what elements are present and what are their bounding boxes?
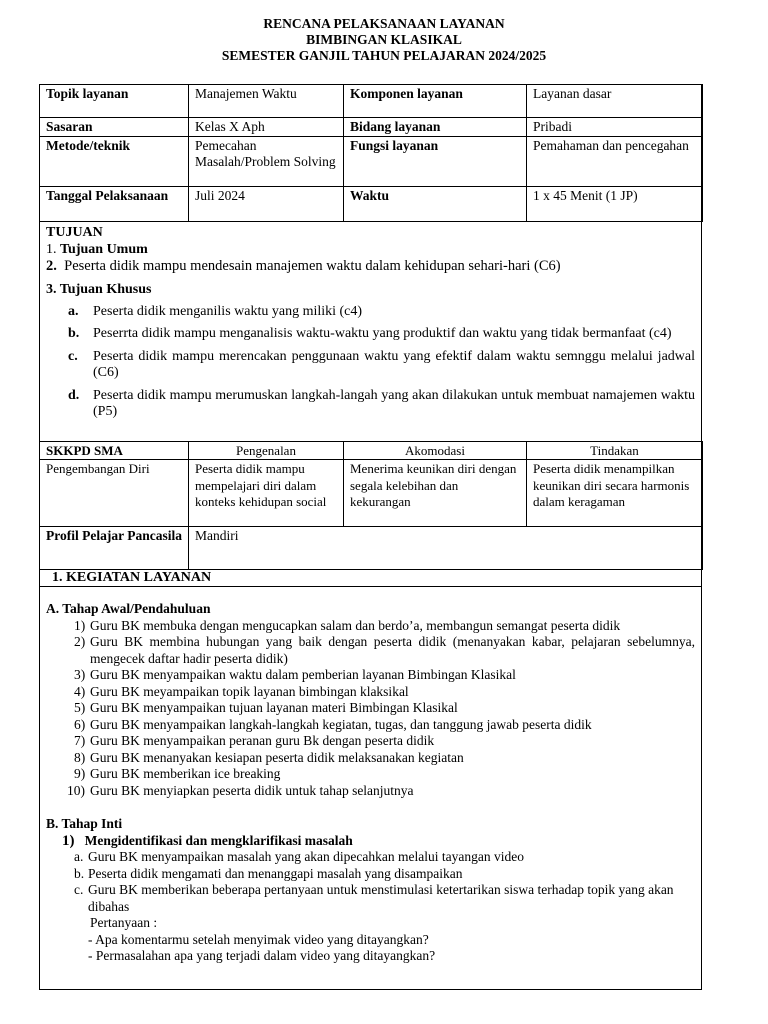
tahap-inti-sub-title: Mengidentifikasi dan mengklarifikasi masalah — [84, 832, 353, 848]
list-item: d. Peserta didik mampu merumuskan langkah-langah yang akan dilakukan untuk membuat namajemen waktu (P5) — [68, 387, 695, 419]
profil-label: Profil Pelajar Pancasila — [40, 527, 189, 570]
list-item: 3) Guru BK menyampaikan waktu dalam pemberian layanan Bimbingan Klasikal — [74, 667, 516, 682]
list-item: 10) Guru BK menyiapkan peserta didik untuk tahap selanjutnya — [67, 782, 414, 798]
document-frame — [39, 84, 702, 990]
tujuan-umum-item — [46, 258, 695, 275]
pengenalan-header: Pengenalan — [189, 441, 344, 460]
tujuan-title: TUJUAN — [46, 224, 103, 240]
fungsi-value: Pemahaman dan pencegahan — [527, 136, 703, 186]
tujuan-khusus-list — [46, 304, 695, 421]
list-item: 6) Guru BK menyampaikan langkah-langkah kegiatan, tugas, dan tanggung jawab peserta didik — [74, 716, 592, 732]
list-item: 8) Guru BK menanyakan kesiapan peserta didik melaksanakan kegiatan — [74, 749, 464, 765]
tujuan-umum-num: 1. — [46, 241, 57, 257]
tujuan-khusus-label: 3. Tujuan Khusus — [46, 281, 152, 297]
pertanyaan-1: - Apa komentarmu setelah menyimak video yang ditayangkan? — [88, 931, 429, 947]
skkpd-header: SKKPD SMA — [40, 441, 189, 460]
list-item: 7) Guru BK menyampaikan peranan guru Bk dengan peserta didik — [74, 733, 435, 748]
bidang-value: Pribadi — [527, 118, 703, 137]
header-line-2: BIMBINGAN KLASIKAL — [306, 32, 462, 47]
tahap-inti-sub-num: 1) — [62, 832, 75, 849]
topik-value: Manajemen Waktu — [189, 85, 344, 118]
tahap-awal-list — [46, 618, 695, 800]
tanggal-label: Tanggal Pelaksanaan — [40, 186, 189, 221]
kegiatan-title: 1. KEGIATAN LAYANAN — [40, 569, 701, 587]
header-line-3: SEMESTER GANJIL TAHUN PELAJARAN 2024/2025 — [221, 48, 547, 63]
tujuan-section — [40, 221, 701, 442]
metode-label: Metode/teknik — [40, 136, 189, 186]
pertanyaan-2: - Permasalahan apa yang terjadi dalam video yang ditayangkan? — [88, 948, 436, 963]
list-item: c. Peserta didik mampu merencakan penggunaan waktu yang efektif dalam waktu semnggu melalui jadwal (C6) — [68, 348, 695, 380]
tindakan-header: Tindakan — [527, 441, 703, 460]
sasaran-label: Sasaran — [40, 118, 189, 137]
list-item: a. Guru BK menyampaikan masalah yang akan dipecahkan melalui tayangan video — [74, 849, 524, 864]
akomodasi-header: Akomodasi — [344, 441, 527, 460]
list-item: 9) Guru BK memberikan ice breaking — [74, 766, 281, 781]
akomodasi-value: Menerima keunikan diri dengan segala kelebihan dan kekurangan — [344, 460, 527, 527]
list-item: 5) Guru BK menyampaikan tujuan layanan materi Bimbingan Klasikal — [74, 700, 458, 715]
tahap-inti-subtitle — [46, 833, 695, 850]
skkpd-table — [39, 441, 703, 571]
komponen-label: Komponen layanan — [344, 85, 527, 118]
list-item: 4) Guru BK meyampaikan topik layanan bimbingan klaksikal — [74, 683, 409, 699]
list-item: b. Peserrta didik mampu menganalisis waktu-waktu yang produktif dan waktu yang tidak bermanfaat (c4) — [68, 326, 672, 341]
list-item: 1) Guru BK membuka dengan mengucapkan salam dan berdo’a, membangun semangat peserta didik — [74, 617, 621, 633]
tujuan-umum-heading — [46, 241, 695, 258]
tahap-inti-list — [46, 849, 695, 915]
header-line-1: RENCANA PELAKSANAAN LAYANAN — [263, 16, 505, 31]
topik-label: Topik layanan — [40, 85, 189, 118]
list-item: a. Peserta didik menganilis waktu yang miliki (c4) — [68, 303, 363, 319]
waktu-value: 1 x 45 Menit (1 JP) — [527, 186, 703, 221]
bidang-label: Bidang layanan — [344, 118, 527, 137]
list-item: 2) Guru BK membina hubungan yang baik dengan peserta didik (menanyakan kabar, pelajaran sebelumnya, mengecek daftar hadir peserta didik) — [74, 634, 695, 666]
skkpd-value: Pengembangan Diri — [40, 460, 189, 527]
list-item: c. Guru BK memberikan beberapa pertanyaan untuk menstimulasi ketertarikan siswa terhadap topik yang akan dibahas — [74, 882, 674, 914]
tujuan-umum-item-text: Peserta didik mampu mendesain manajemen waktu dalam kehidupan sehari-hari (C6) — [64, 257, 561, 274]
komponen-value: Layanan dasar — [527, 85, 703, 118]
tahap-awal-title: A. Tahap Awal/Pendahuluan — [46, 601, 211, 616]
sasaran-value: Kelas X Aph — [189, 118, 344, 137]
document-header — [0, 16, 768, 64]
pertanyaan-label: Pertanyaan : — [90, 915, 158, 930]
tanggal-value: Juli 2024 — [189, 186, 344, 221]
pengenalan-value: Peserta didik mampu mempelajari diri dalam konteks kehidupan social — [189, 460, 344, 527]
tujuan-umum-label: Tujuan Umum — [60, 241, 148, 257]
tindakan-value: Peserta didik menampilkan keunikan diri secara harmonis dalam keragaman — [527, 460, 703, 527]
tujuan-umum-item-num: 2. — [46, 257, 57, 274]
waktu-label: Waktu — [344, 186, 527, 221]
fungsi-label: Fungsi layanan — [344, 136, 527, 186]
info-table — [39, 84, 703, 222]
metode-value: Pemecahan Masalah/Problem Solving — [189, 136, 344, 186]
profil-value: Mandiri — [189, 527, 703, 570]
tahap-inti-title: B. Tahap Inti — [46, 816, 123, 831]
kegiatan-section — [40, 587, 701, 965]
list-item: b. Peserta didik mengamati dan menanggapi masalah yang disampaikan — [74, 865, 463, 881]
